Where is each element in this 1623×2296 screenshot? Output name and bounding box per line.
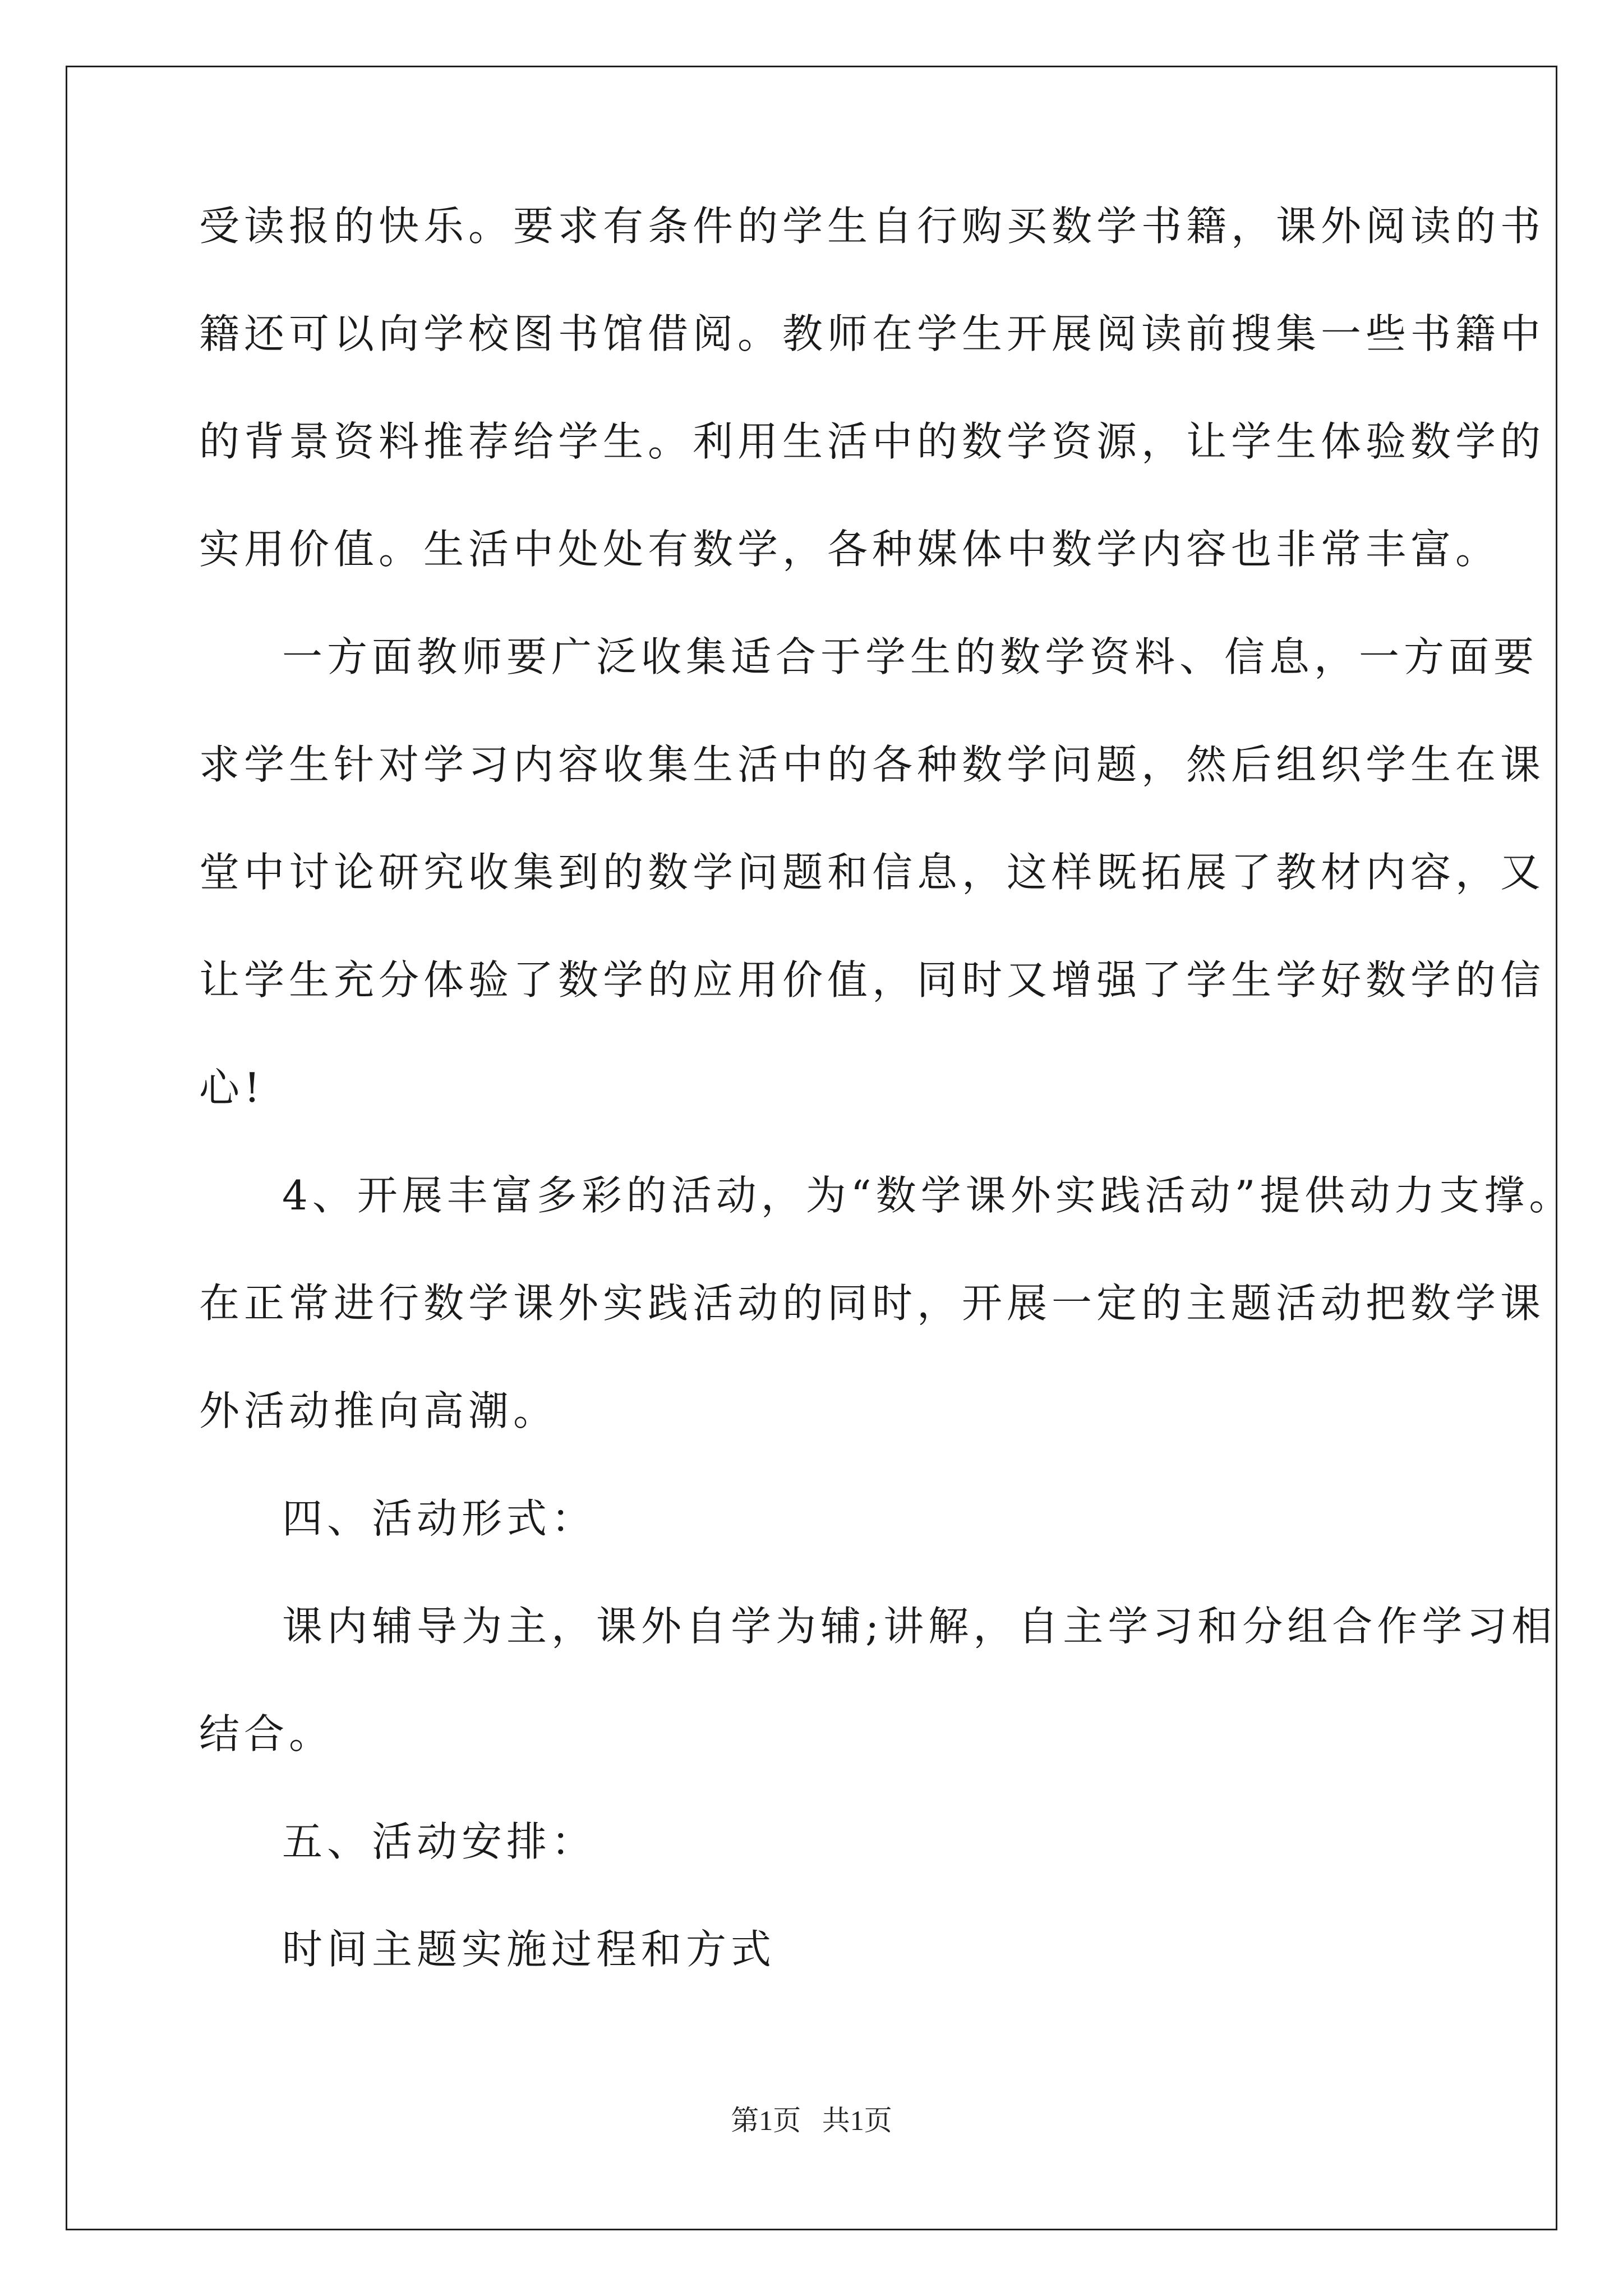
text-line: 在正常进行数学课外实践活动的同时，开展一定的主题活动把数学课: [199, 1280, 1546, 1327]
page-number-footer: 第1页 共1页: [731, 2105, 892, 2136]
text-line: 堂中讨论研究收集到的数学问题和信息，这样既拓展了教材内容，又: [199, 849, 1546, 896]
text-line: 结合。: [199, 1710, 334, 1757]
text-line: 课内辅导为主，课外自学为辅;讲解，自主学习和分组合作学习相: [282, 1603, 1557, 1650]
text-line: 求学生针对学习内容收集生活中的各种数学问题，然后组织学生在课: [199, 741, 1546, 788]
text-line: 外活动推向高潮。: [199, 1387, 559, 1434]
text-line: 让学生充分体验了数学的应用价值，同时又增强了学生学好数学的信: [199, 956, 1546, 1004]
text-line: 籍还可以向学校图书馆借阅。教师在学生开展阅读前搜集一些书籍中: [199, 310, 1546, 357]
text-line: 实用价值。生活中处处有数学，各种媒体中数学内容也非常丰富。: [199, 526, 1501, 573]
text-line: 的背景资料推荐给学生。利用生活中的数学资源，让学生体验数学的: [199, 418, 1546, 465]
text-line: 受读报的快乐。要求有条件的学生自行购买数学书籍，课外阅读的书: [199, 203, 1546, 250]
document-body: [199, 199, 1574, 2030]
section-heading: 五、活动安排：: [282, 1818, 597, 1865]
text-line: 4、开展丰富多彩的活动，为“数学课外实践活动”提供动力支撑。: [282, 1172, 1574, 1219]
text-line: 一方面教师要广泛收集适合于学生的数学资料、信息，一方面要: [282, 633, 1539, 680]
text-line: 时间主题实施过程和方式: [282, 1926, 776, 1973]
section-heading: 四、活动形式：: [282, 1495, 597, 1542]
text-line: 心!: [199, 1064, 265, 1111]
